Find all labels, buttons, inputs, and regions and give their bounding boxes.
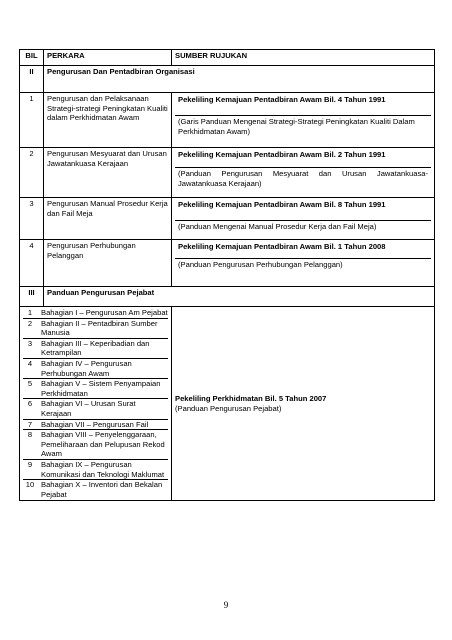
panduan-items <box>20 307 172 501</box>
row-bil: 2 <box>20 148 44 198</box>
row-perkara: Pengurusan Manual Prosedur Kerja dan Fail Meja <box>44 198 172 240</box>
panduan-list <box>23 308 168 499</box>
list-item <box>23 379 168 399</box>
row-note: (Garis Panduan Mengenai Strategi-Strategi Peningkatan Kualiti Dalam Perkhidmatan Awam) <box>178 117 415 136</box>
item-text: Bahagian VII – Pengurusan Fail <box>41 419 149 429</box>
panduan-ref-note: (Panduan Pengurusan Pejabat) <box>175 403 282 413</box>
section-num: II <box>20 66 44 93</box>
item-bil: 2 <box>27 318 33 328</box>
item-bil: 7 <box>27 419 33 429</box>
item-text: Bahagian IX – Pengurusan Komunikasi dan Teknologi Maklumat <box>41 459 165 479</box>
item-bil: 8 <box>27 430 33 440</box>
panduan-ref-title: Pekeliling Perkhidmatan Bil. 5 Tahun 2007 <box>175 394 327 404</box>
section-row-ii <box>20 66 435 93</box>
row-perkara: Pengurusan Mesyuarat dan Urusan Jawatankuasa Kerajaan <box>44 148 172 198</box>
item-bil: 5 <box>27 379 33 389</box>
row-ref: Pekeliling Kemajuan Pentadbiran Awam Bil. 1 Tahun 2008 <box>175 241 431 259</box>
header-bil: BIL <box>20 50 44 66</box>
section-title: Pengurusan Dan Pentadbiran Organisasi <box>44 66 435 93</box>
header-sumber: SUMBER RUJUKAN <box>172 50 435 66</box>
item-bil: 1 <box>27 308 33 317</box>
row-sumber <box>172 148 435 198</box>
table-row <box>20 93 435 148</box>
header-row <box>20 50 435 66</box>
row-ref: Pekeliling Kemajuan Pentadbiran Awam Bil. 2 Tahun 1991 <box>175 149 431 168</box>
row-ref: Pekeliling Kemajuan Pentadbiran Awam Bil. 4 Tahun 1991 <box>175 94 431 116</box>
list-item <box>23 319 168 339</box>
section-row-iii <box>20 287 435 307</box>
item-bil: 6 <box>27 399 33 409</box>
row-note: (Panduan Pengurusan Mesyuarat dan Urusan Jawatankuasa-Jawatankuasa Kerajaan) <box>178 169 428 188</box>
item-bil: 4 <box>27 358 33 368</box>
table-row <box>20 198 435 240</box>
row-sumber <box>172 93 435 148</box>
row-perkara: Pengurusan Perhubungan Pelanggan <box>44 240 172 287</box>
item-text: Bahagian I – Pengurusan Am Pejabat <box>41 308 168 317</box>
section-num: III <box>20 287 44 307</box>
section-title: Panduan Pengurusan Pejabat <box>44 287 435 307</box>
row-note: (Panduan Mengenai Manual Prosedur Kerja dan Fail Meja) <box>178 222 377 231</box>
list-item <box>23 339 168 359</box>
item-text: Bahagian X – Inventori dan Bekalan Pejabat <box>41 480 163 499</box>
list-item <box>23 399 168 419</box>
item-bil: 9 <box>27 459 33 469</box>
header-perkara: PERKARA <box>44 50 172 66</box>
list-item <box>23 460 168 480</box>
table-row <box>20 240 435 287</box>
item-text: Bahagian II – Pentadbiran Sumber Manusia <box>41 318 158 338</box>
item-text: Bahagian VIII – Penyelenggaraan, Pemeliharaan dan Pelupusan Rekod Awam <box>41 430 165 459</box>
list-item <box>23 308 168 319</box>
item-text: Bahagian IV – Pengurusan Perhubungan Awam <box>41 358 132 378</box>
row-note: (Panduan Pengurusan Perhubungan Pelanggan) <box>178 260 343 269</box>
row-bil: 3 <box>20 198 44 240</box>
row-perkara: Pengurusan dan Pelaksanaan Strategi-strategi Peningkatan Kualiti dalam Perkhidmatan Awam <box>44 93 172 148</box>
row-sumber <box>172 240 435 287</box>
row-ref: Pekeliling Kemajuan Pentadbiran Awam Bil. 8 Tahun 1991 <box>175 199 431 221</box>
item-text: Bahagian V – Sistem Penyampaian Perkhidmatan <box>41 379 161 398</box>
panduan-sumber <box>172 307 435 501</box>
item-text: Bahagian VI – Urusan Surat Kerajaan <box>41 399 136 418</box>
page-number: 9 <box>223 600 229 610</box>
panduan-row <box>20 307 435 501</box>
item-bil: 3 <box>27 338 33 348</box>
list-item <box>23 359 168 379</box>
table-row <box>20 148 435 198</box>
list-item <box>23 480 168 499</box>
item-bil: 10 <box>25 480 35 490</box>
reference-table <box>19 49 435 501</box>
item-text: Bahagian III – Keperibadian dan Ketrampilan <box>41 338 150 358</box>
row-sumber <box>172 198 435 240</box>
row-bil: 4 <box>20 240 44 287</box>
list-item <box>23 420 168 431</box>
list-item <box>23 430 168 460</box>
row-bil: 1 <box>20 93 44 148</box>
